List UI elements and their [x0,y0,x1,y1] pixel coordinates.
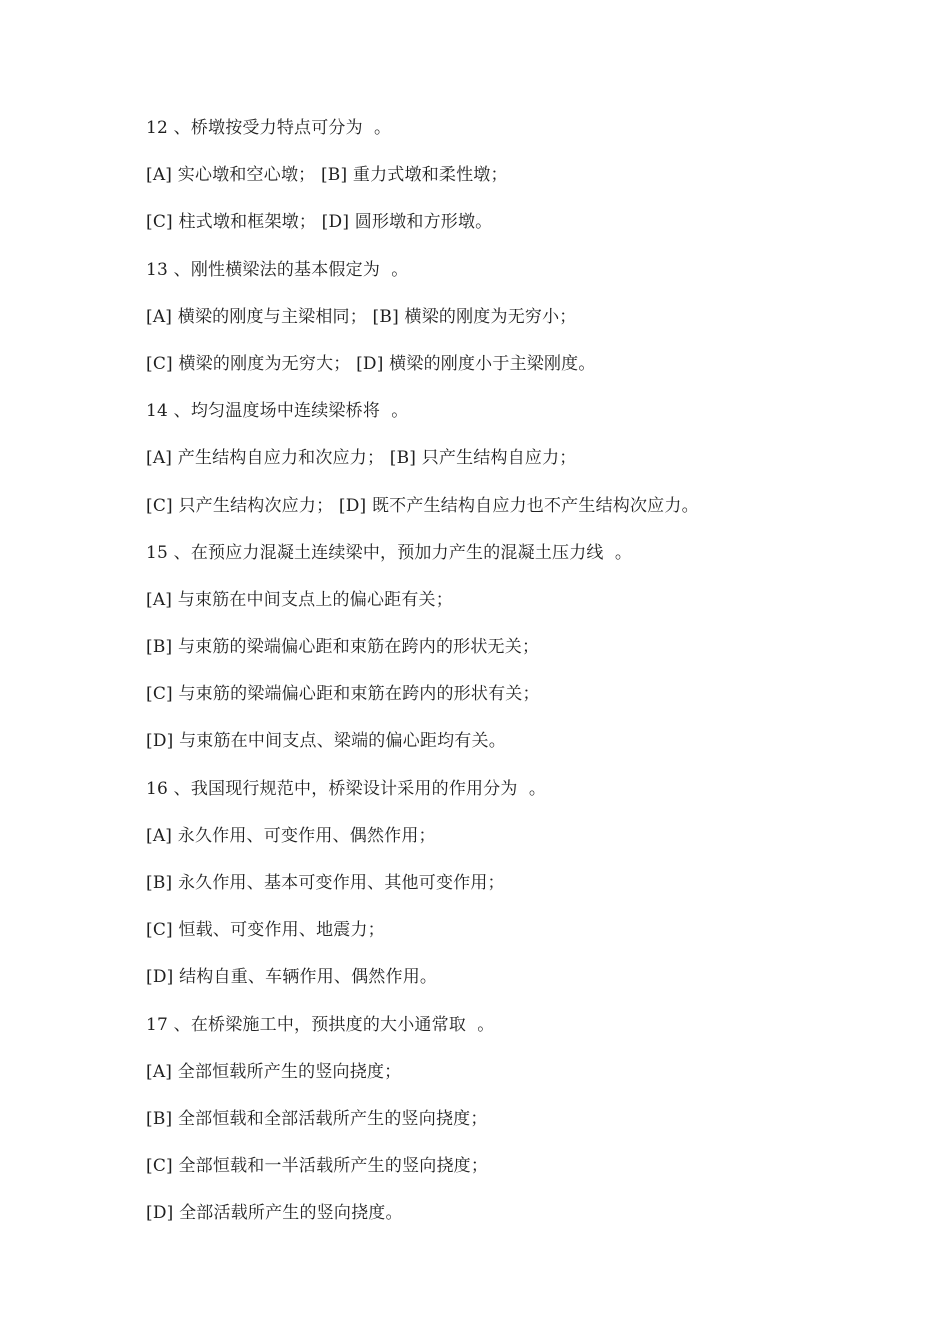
question-13-stem: 13 、刚性横梁法的基本假定为 。 [146,259,409,280]
question-13-options-cd: [C] 横梁的刚度为无穷大； [D] 横梁的刚度小于主梁刚度。 [146,353,596,374]
question-15-option-d: [D] 与束筋在中间支点、梁端的偏心距均有关。 [146,731,506,752]
question-12-options-ab: [A] 实心墩和空心墩； [B] 重力式墩和柔性墩； [146,165,508,186]
question-17-option-b: [B] 全部恒载和全部活载所产生的竖向挠度； [146,1108,488,1129]
question-12-stem: 12 、桥墩按受力特点可分为 。 [146,118,392,138]
question-12-options-cd: [C] 柱式墩和框架墩； [D] 圆形墩和方形墩。 [146,212,493,233]
question-15-option-a: [A] 与束筋在中间支点上的偏心距有关； [146,589,453,610]
question-15-option-c: [C] 与束筋的梁端偏心距和束筋在跨内的形状有关； [146,684,540,705]
question-17-option-d: [D] 全部活载所产生的竖向挠度。 [146,1203,403,1224]
question-15-option-b: [B] 与束筋的梁端偏心距和束筋在跨内的形状无关； [146,637,540,658]
question-14-stem: 14 、均匀温度场中连续梁桥将 。 [146,401,409,422]
question-15-stem: 15 、在预应力混凝土连续梁中，预加力产生的混凝土压力线 。 [146,542,633,563]
question-16-stem: 16 、我国现行规范中，桥梁设计采用的作用分为 。 [146,778,547,799]
question-16-option-d: [D] 结构自重、车辆作用、偶然作用。 [146,967,438,988]
question-16-option-b: [B] 永久作用、基本可变作用、其他可变作用； [146,873,505,893]
question-14-options-cd: [C] 只产生结构次应力； [D] 既不产生结构自应力也不产生结构次应力。 [146,495,699,516]
question-16-option-c: [C] 恒载、可变作用、地震力； [146,920,385,941]
question-list [146,113,906,1246]
question-17-stem: 17 、在桥梁施工中，预拱度的大小通常取 。 [146,1014,495,1035]
question-16-option-a: [A] 永久作用、可变作用、偶然作用； [146,825,436,846]
question-17-option-c: [C] 全部恒载和一半活载所产生的竖向挠度； [146,1156,489,1177]
question-14-options-ab: [A] 产生结构自应力和次应力； [B] 只产生结构自应力； [146,448,577,469]
question-13-options-ab: [A] 横梁的刚度与主梁相同； [B] 横梁的刚度为无穷小； [146,306,577,327]
question-17-option-a: [A] 全部恒载所产生的竖向挠度； [146,1061,402,1082]
